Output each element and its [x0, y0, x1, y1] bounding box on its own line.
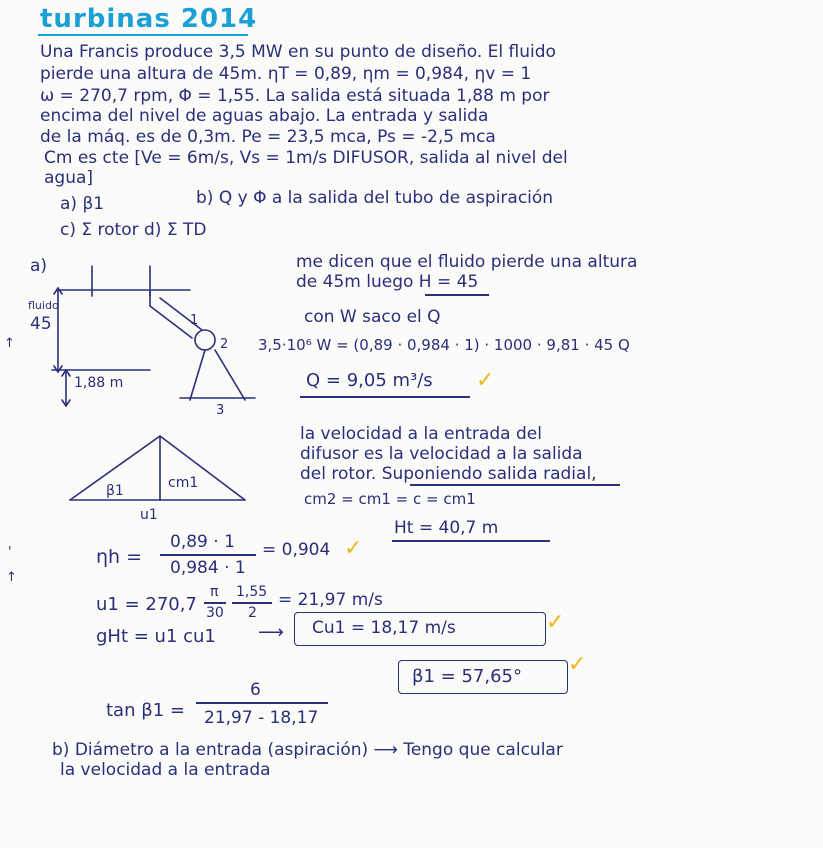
question-a: a) β1	[60, 194, 105, 214]
tan-denominator: 21,97 - 18,17	[204, 708, 319, 728]
radial-underline	[410, 484, 620, 486]
diagram-label-section: a)	[30, 256, 48, 276]
diagram-label-2: 2	[220, 337, 229, 352]
eta-h-denominator: 0,984 · 1	[170, 558, 246, 578]
cu1-result: Cu1 = 18,17 m/s	[312, 618, 456, 638]
part-b-line-1: b) Diámetro a la entrada (aspiración) ⟶ Tengo que calcular	[52, 740, 563, 760]
solution-eq-1: 3,5·10⁶ W = (0,89 · 0,984 · 1) · 1000 · 9,81 · 45 Q	[258, 336, 630, 354]
u1-frac2-bar	[232, 602, 272, 604]
eta-h-fraction-bar	[160, 554, 256, 556]
ht-underline	[392, 540, 550, 542]
check-mark-icon: ✓	[546, 610, 565, 635]
h-underline	[425, 294, 489, 296]
problem-line-6: Cm es cte [Ve = 6m/s, Vs = 1m/s DIFUSOR, salida al nivel del	[44, 148, 568, 168]
problem-line-7: agua]	[44, 168, 94, 188]
margin-dot-icon: '	[8, 545, 12, 560]
tan-label: tan β1 =	[106, 700, 185, 721]
solution-text-6: del rotor. Suponiendo salida radial,	[300, 464, 597, 484]
problem-line-2: pierde una altura de 45m. ηT = 0,89, ηm = 0,984, ηv = 1	[40, 64, 532, 84]
solution-text-1: me dicen que el fluido pierde una altura	[296, 252, 638, 272]
check-mark-icon: ✓	[568, 652, 587, 677]
u1-frac-den: 30	[206, 605, 224, 621]
page-title: turbinas 2014	[40, 4, 258, 34]
u1-frac2-den: 2	[248, 605, 257, 621]
triangle-beta-label: β1	[106, 483, 124, 499]
diagram-label-188: 1,88 m	[74, 375, 124, 391]
tan-numerator: 6	[250, 680, 261, 700]
solution-text-2: de 45m luego H = 45	[296, 272, 479, 292]
diagram-label-3: 3	[216, 403, 225, 418]
margin-arrow-icon: ↑	[4, 336, 15, 351]
question-c: c) Σ rotor d) Σ TD	[60, 220, 207, 240]
triangle-cm-label: cm1	[168, 475, 199, 491]
problem-line-3: ω = 270,7 rpm, Φ = 1,55. La salida está situada 1,88 m por	[40, 86, 550, 106]
beta-result: β1 = 57,65°	[412, 666, 522, 687]
eta-h-numerator: 0,89 · 1	[170, 532, 235, 552]
solution-text-7: cm2 = cm1 = c = cm1	[304, 490, 476, 508]
u1-frac2-num: 1,55	[236, 584, 268, 600]
tan-fraction-bar	[196, 702, 328, 704]
question-b: b) Q y Φ a la salida del tubo de aspiración	[196, 188, 554, 208]
u1-lhs: u1 = 270,7	[96, 594, 197, 615]
diagram-label-1: 1	[190, 313, 199, 328]
part-b-line-2: la velocidad a la entrada	[60, 760, 271, 780]
u1-frac-bar	[204, 602, 226, 604]
problem-line-5: de la máq. es de 0,3m. Pe = 23,5 mca, Ps = -2,5 mca	[40, 127, 496, 147]
eta-h-value: = 0,904	[262, 540, 331, 560]
solution-text-3: con W saco el Q	[304, 307, 441, 327]
q-underline	[300, 396, 470, 398]
diagram-label-45: 45	[30, 314, 52, 334]
triangle-u-label: u1	[140, 507, 158, 523]
diagram-label-fluid: fluido	[28, 299, 59, 312]
ht-value: Ht = 40,7 m	[394, 518, 499, 538]
problem-line-4: encima del nivel de aguas abajo. La entrada y salida	[40, 106, 489, 126]
ght-equation: gHt = u1 cu1	[96, 626, 216, 647]
check-mark-icon: ✓	[476, 368, 495, 393]
check-mark-icon: ✓	[344, 536, 363, 561]
q-result: Q = 9,05 m³/s	[306, 370, 433, 391]
solution-text-4: la velocidad a la entrada del	[300, 424, 542, 444]
u1-value: = 21,97 m/s	[278, 590, 383, 610]
problem-line-1: Una Francis produce 3,5 MW en su punto de diseño. El fluido	[40, 42, 556, 62]
arrow-right-icon: ⟶	[258, 622, 284, 643]
margin-arrow-icon: ↑	[6, 570, 17, 585]
eta-h-label: ηh =	[96, 546, 143, 568]
solution-text-5: difusor es la velocidad a la salida	[300, 444, 583, 464]
u1-frac-num: π	[210, 584, 219, 600]
